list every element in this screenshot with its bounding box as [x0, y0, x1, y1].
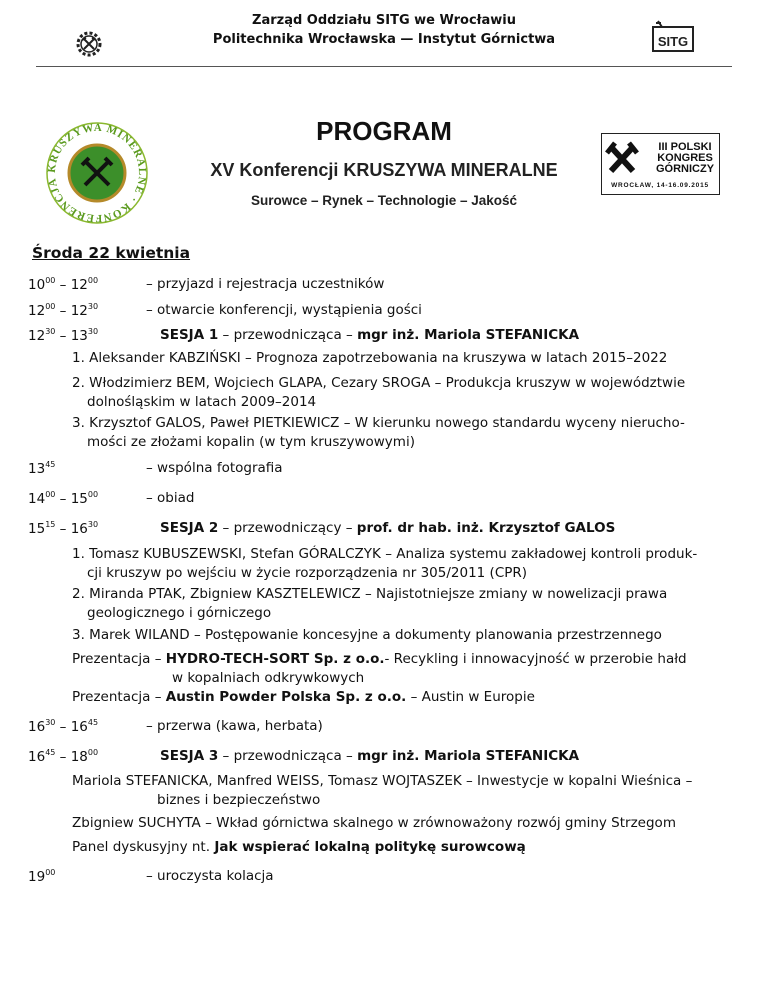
sitg-logo-text: SITG	[657, 34, 689, 49]
time-slot: $15^{15} - 16^{30}$	[28, 520, 99, 537]
time-slot: $12^{00} - 12^{30}$	[28, 302, 99, 319]
conference-name: XV Konferencji KRUSZYWA MINERALNE	[210, 160, 558, 180]
slot-description: – przyjazd i rejestracja uczestników	[146, 276, 385, 292]
list-item: 1. Aleksander KABZIŃSKI – Prognoza zapotrzebowania na kruszywa w latach 2015–2022	[72, 350, 668, 366]
panel-discussion: Panel dyskusyjny nt. Jak wspierać lokalną politykę surowcową	[72, 839, 526, 855]
session-2-heading: SESJA 2 – przewodniczący – prof. dr hab. inż. Krzysztof GALOS	[160, 520, 616, 536]
page-title: PROGRAM	[316, 116, 452, 146]
day-heading: Środa 22 kwietnia	[32, 244, 191, 262]
kongres-logo	[601, 133, 720, 195]
kongres-line-1: III POLSKI	[658, 141, 712, 153]
header-line-1: Zarząd Oddziału SITG we Wrocławiu	[252, 13, 516, 28]
slot-description: – obiad	[146, 490, 195, 506]
list-item: Zbigniew SUCHYTA – Wkład górnictwa skalnego w zrównoważony rozwój gminy Strzegom	[72, 815, 676, 831]
list-item: 2. Miranda PTAK, Zbigniew KASZTELEWICZ – Najistotniejsze zmiany w nowelizacji prawa geologicznego i górniczego	[72, 586, 668, 621]
presentation-2: Prezentacja – Austin Powder Polska Sp. z o.o. – Austin w Europie	[72, 689, 535, 705]
time-slot: $13^{45}$	[28, 460, 56, 477]
slot-description: – przerwa (kawa, herbata)	[146, 718, 323, 734]
session-3-heading: SESJA 3 – przewodnicząca – mgr inż. Mariola STEFANICKA	[160, 748, 580, 764]
sitg-logo	[652, 19, 694, 53]
list-item: 3. Marek WILAND – Postępowanie koncesyjne a dokumenty planowania przestrzennego	[72, 627, 662, 643]
page-header	[0, 0, 768, 66]
list-item: Mariola STEFANICKA, Manfred WEISS, Tomasz WOJTASZEK – Inwestycje w kopalni Wieśnica – biznes i bezpieczeństwo	[72, 773, 693, 808]
kongres-line-4: WROCŁAW, 14-16.09.2015	[611, 182, 709, 189]
header-divider	[36, 66, 732, 67]
time-slot: $19^{00}$	[28, 868, 56, 885]
kongres-line-3: GÓRNICZY	[655, 163, 715, 175]
conference-tagline: Surowce – Rynek – Technologie – Jakość	[250, 193, 518, 208]
conference-logo-ring-text: KRUSZYWA MINERALNE · KONFERENCJA	[45, 121, 149, 225]
time-slot: $16^{30} - 16^{45}$	[28, 718, 99, 735]
list-item: 1. Tomasz KUBUSZEWSKI, Stefan GÓRALCZYK – Analiza systemu zakładowej kontroli produk- cji kruszyw po wejściu w życie rozporządzenia nr 305/2011 (CPR)	[72, 546, 698, 581]
session-1-heading: SESJA 1 – przewodnicząca – mgr inż. Mariola STEFANICKA	[160, 327, 580, 343]
slot-description: – otwarcie konferencji, wystąpienia gości	[146, 302, 422, 318]
kongres-line-2: KONGRES	[657, 152, 713, 164]
slot-description: – wspólna fotografia	[146, 460, 283, 476]
list-item: 2. Włodzimierz BEM, Wojciech GLAPA, Cezary SROGA – Produkcja kruszyw w województwie dolnośląskim w latach 2009–2014	[72, 375, 686, 410]
slot-description: – uroczysta kolacja	[146, 868, 274, 884]
time-slot: $12^{30} - 13^{30}$	[28, 327, 99, 344]
time-slot: $10^{00} - 12^{00}$	[28, 276, 99, 293]
list-item: 3. Krzysztof GALOS, Paweł PIETKIEWICZ – W kierunku nowego standardu wyceny nierucho- mości ze złożami kopalin (w tym kruszywowymi)	[72, 415, 685, 450]
time-slot: $16^{45} - 18^{00}$	[28, 748, 99, 765]
header-line-2: Politechnika Wrocławska — Instytut Górnictwa	[212, 32, 556, 47]
time-slot: $14^{00} - 15^{00}$	[28, 490, 99, 507]
presentation-1: Prezentacja – HYDRO-TECH-SORT Sp. z o.o.- Recykling i innowacyjność w przerobie hałd w kopalniach odkrywkowych	[72, 651, 687, 686]
